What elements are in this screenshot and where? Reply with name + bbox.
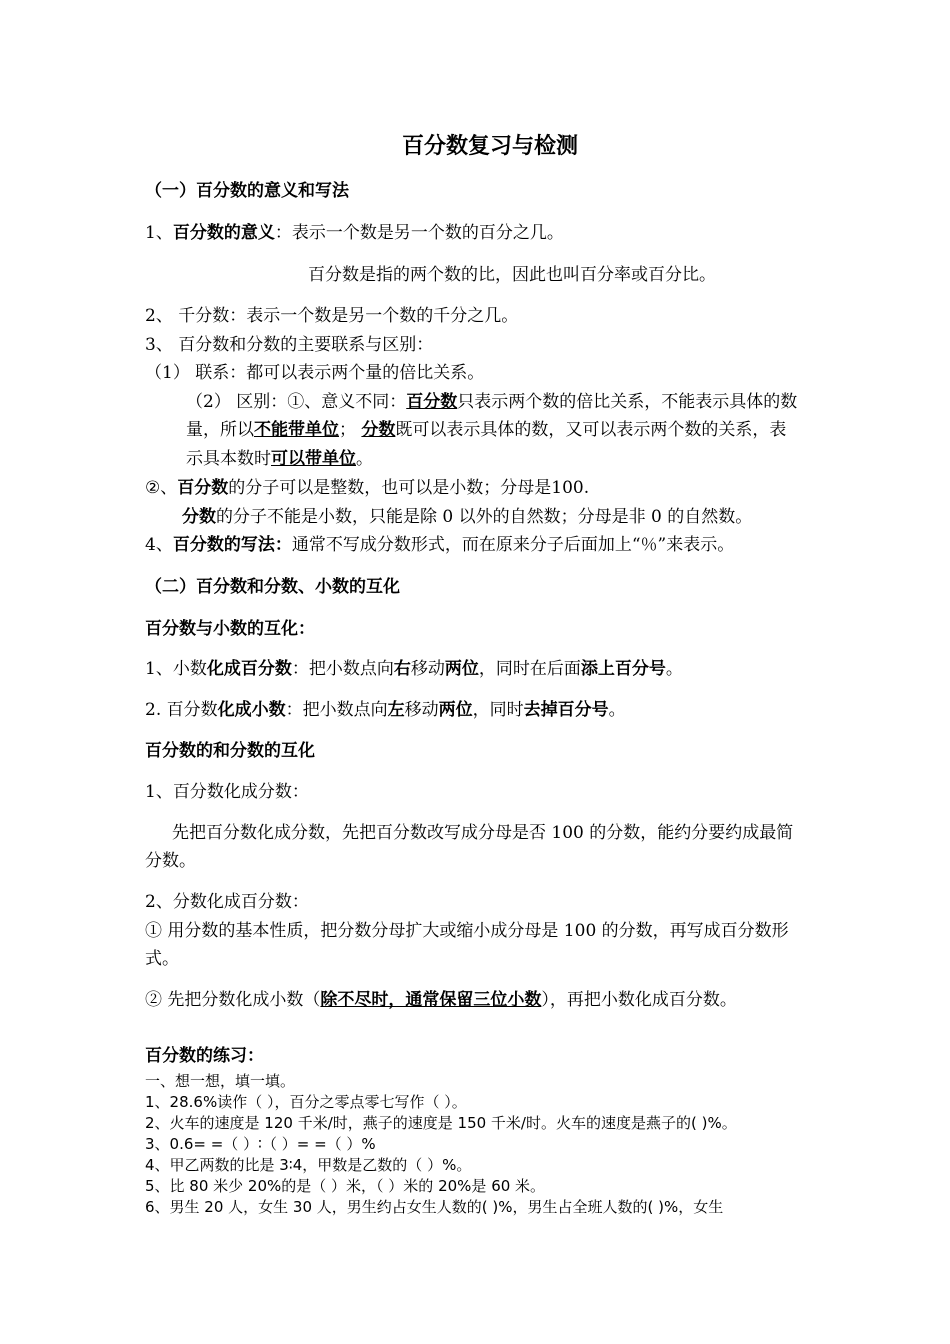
percent-to-decimal-line: 2. 百分数化成小数：把小数点向左移动两位，同时去掉百分号。 bbox=[145, 700, 626, 720]
numerator-line-1: ②、百分数的分子可以是整数，也可以是小数；分母是100. bbox=[145, 478, 590, 498]
practice-item-5: 5、比 80 米少 20%的是（ ）米，（ ）米的 20%是 60 米。 bbox=[145, 1177, 546, 1195]
practice-item-1: 1、28.6%读作（ ），百分之零点零七写作（ ）。 bbox=[145, 1093, 467, 1111]
numerator-line-2: 分数的分子不能是小数，只能是除 0 以外的自然数；分母是非 0 的自然数。 bbox=[182, 507, 753, 527]
decimal-subheading: 百分数与小数的互化： bbox=[145, 619, 315, 639]
meaning-line: 1、百分数的意义：表示一个数是另一个数的百分之几。 bbox=[145, 223, 564, 243]
practice-heading: 百分数的练习： bbox=[145, 1046, 264, 1066]
fraction-to-percent-line: 2、分数化成百分数： bbox=[145, 892, 309, 912]
practice-item-4: 4、甲乙两数的比是 3∶4，甲数是乙数的（ ）%。 bbox=[145, 1156, 472, 1174]
page-title: 百分数复习与检测 bbox=[402, 134, 579, 159]
relation-connection: （1） 联系：都可以表示两个量的倍比关系。 bbox=[145, 363, 485, 383]
difference-line-2: 量，所以不能带单位； 分数既可以表示具体的数，又可以表示两个数的关系，表 bbox=[186, 420, 787, 440]
percent-to-fraction-line: 1、百分数化成分数： bbox=[145, 782, 309, 802]
section-2-heading: （二）百分数和分数、小数的互化 bbox=[145, 577, 400, 597]
difference-line-1: （2） 区别：①、意义不同：百分数只表示两个数的倍比关系，不能表示具体的数 bbox=[186, 392, 798, 412]
fraction-subheading: 百分数的和分数的互化 bbox=[145, 741, 315, 761]
decimal-to-percent-line: 1、小数化成百分数：把小数点向右移动两位，同时在后面添上百分号。 bbox=[145, 659, 683, 679]
permille-line: 2、 千分数：表示一个数是另一个数的千分之几。 bbox=[145, 306, 519, 326]
relation-line: 3、 百分数和分数的主要联系与区别： bbox=[145, 335, 434, 355]
fraction-to-percent-method-1b: 式。 bbox=[145, 949, 179, 969]
writing-line: 4、百分数的写法：通常不写成分数形式，而在原来分子后面加上“％”来表示。 bbox=[145, 535, 735, 555]
section-1-heading: （一）百分数的意义和写法 bbox=[145, 181, 349, 201]
difference-line-3: 示具本数时可以带单位。 bbox=[186, 449, 373, 469]
percent-to-fraction-desc-2: 分数。 bbox=[145, 851, 196, 871]
fraction-to-percent-method-2: ② 先把分数化成小数（除不尽时，通常保留三位小数），再把小数化成百分数。 bbox=[145, 990, 737, 1010]
practice-item-6: 6、男生 20 人，女生 30 人，男生约占女生人数的( )%，男生占全班人数的( )%，女生 bbox=[145, 1198, 724, 1216]
practice-item-3: 3、0.6= =（ ）∶（ ）= =（ ）% bbox=[145, 1135, 376, 1153]
fraction-to-percent-method-1: ① 用分数的基本性质，把分数分母扩大或缩小成分母是 100 的分数，再写成百分数形 bbox=[145, 921, 789, 941]
percent-to-fraction-desc: 先把百分数化成分数，先把百分数改写成分母是否 100 的分数，能约分要约成最简 bbox=[172, 823, 794, 843]
meaning-line-2: 百分数是指的两个数的比，因此也叫百分率或百分比。 bbox=[308, 265, 716, 285]
practice-item-2: 2、火车的速度是 120 千米/时，燕子的速度是 150 千米/时。火车的速度是燕子的( )%。 bbox=[145, 1114, 737, 1132]
practice-intro: 一、想一想，填一填。 bbox=[145, 1072, 296, 1090]
